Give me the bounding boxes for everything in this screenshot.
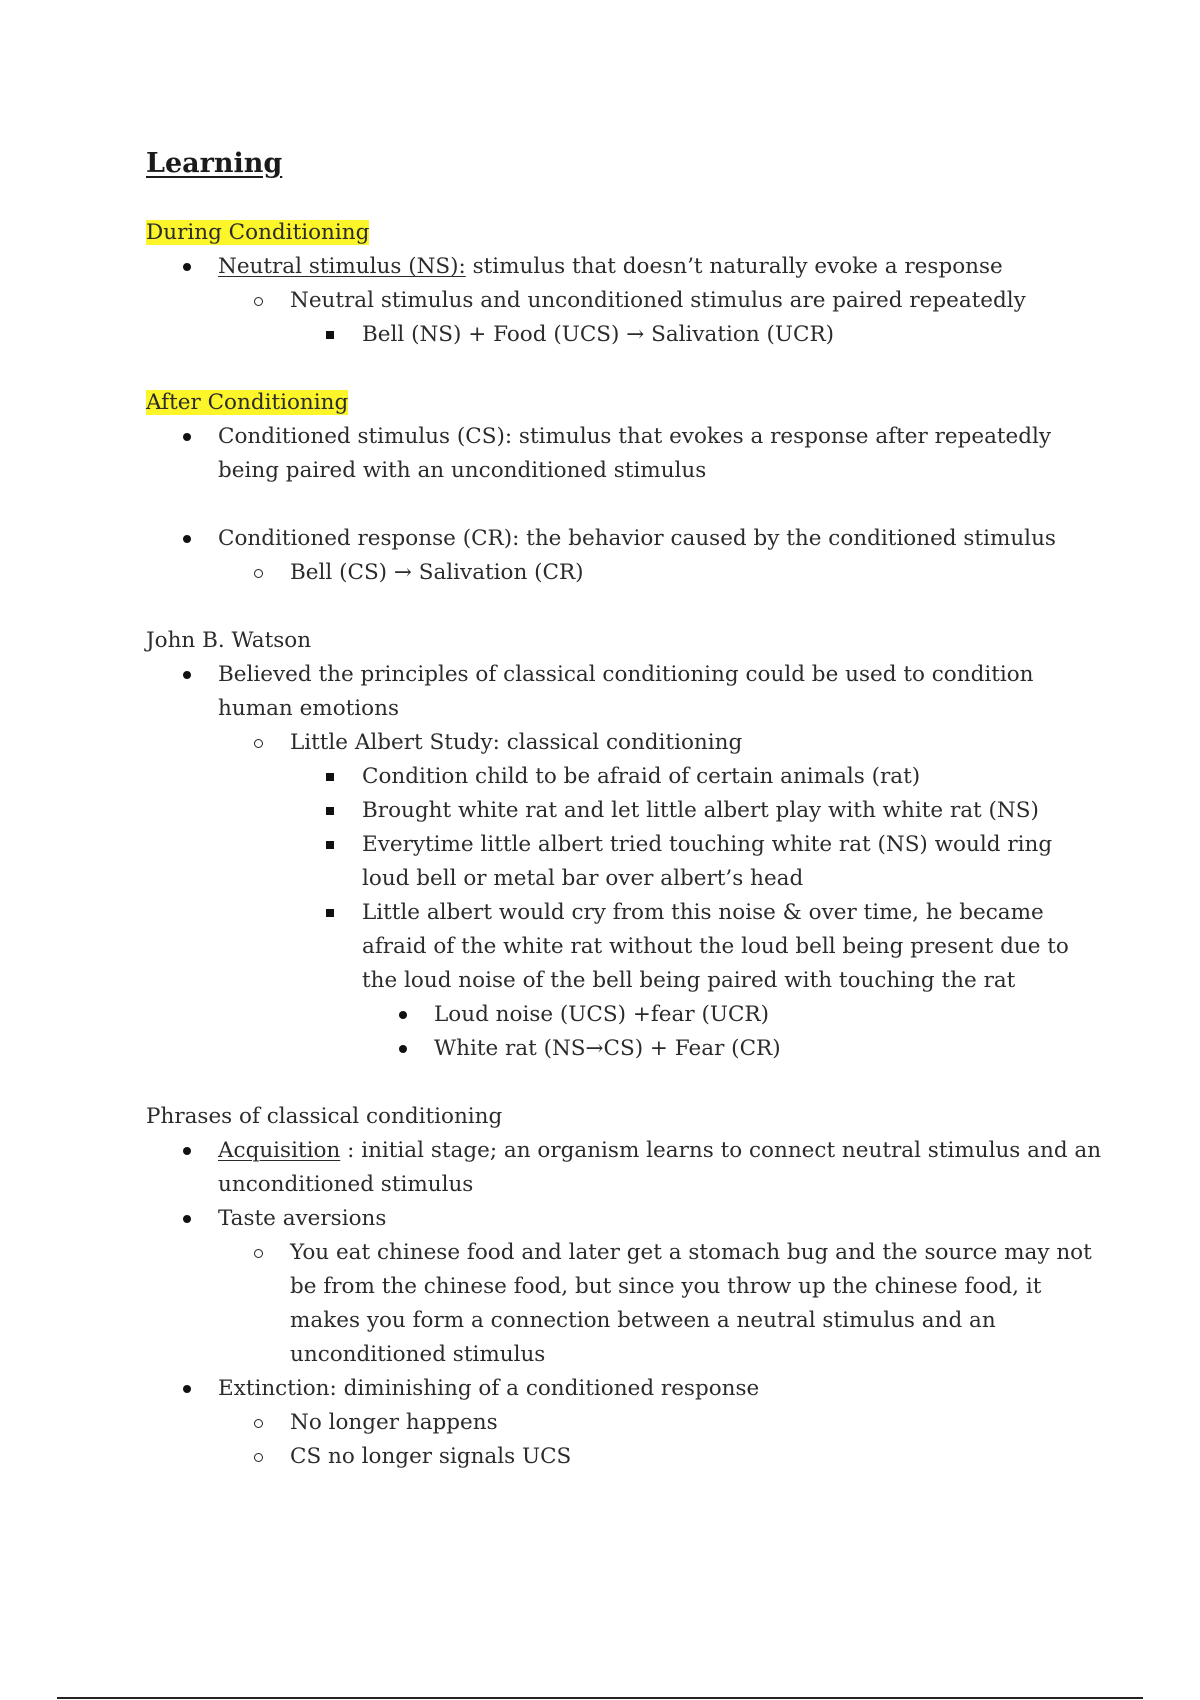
list-item	[290, 318, 1106, 352]
section-heading-during-conditioning	[146, 216, 1106, 250]
list-item	[362, 998, 1106, 1032]
list-item-text: Extinction: diminishing of a conditioned response	[218, 1376, 760, 1401]
list-item	[146, 1202, 1106, 1372]
list-item-text: Brought white rat and let little albert play with white rat (NS)	[362, 798, 1039, 823]
bullet-circle-icon	[254, 1236, 290, 1270]
list-item-text: Taste aversions	[218, 1206, 387, 1231]
list-item-text: Conditioned response (CR): the behavior caused by the conditioned stimulus	[218, 526, 1056, 551]
list-item	[290, 828, 1106, 896]
page-title: Learning	[146, 148, 283, 179]
term-acquisition: Acquisition	[218, 1138, 341, 1163]
list-item	[146, 1372, 1106, 1474]
bullet-square-icon	[326, 794, 362, 828]
bullet-dot-icon	[182, 658, 218, 692]
list-item	[218, 726, 1106, 1066]
bullet-dot-icon	[182, 420, 218, 454]
bullet-square-icon	[326, 896, 362, 930]
list-item-text: Believed the principles of classical conditioning could be used to condition human emotions	[218, 662, 1034, 721]
bullet-dot-icon	[182, 1202, 218, 1236]
list-item	[290, 760, 1106, 794]
section-heading-phrases: Phrases of classical conditioning	[146, 1104, 503, 1129]
definition-text: : initial stage; an organism learns to connect neutral stimulus and an unconditioned stimulus	[218, 1138, 1102, 1197]
list-item-text: Bell (NS) + Food (UCS) → Salivation (UCR)	[362, 322, 835, 347]
list-item	[290, 896, 1106, 1066]
list-item	[218, 1440, 1106, 1474]
sub-list	[218, 284, 1106, 352]
list-item-text: Conditioned stimulus (CS): stimulus that evokes a response after repeatedly being paired with an unconditioned stimulus	[218, 424, 1052, 483]
section-heading-after-conditioning	[146, 386, 1106, 420]
definition-text: stimulus that doesn’t naturally evoke a response	[465, 254, 1003, 279]
list-item-text: Little Albert Study: classical conditioning	[290, 730, 743, 755]
list-item	[146, 522, 1106, 590]
list-item-text: CS no longer signals UCS	[290, 1444, 572, 1469]
sub-list	[218, 1236, 1106, 1372]
list-item-text: Little albert would cry from this noise & over time, he became afraid of the white rat without the loud bell being present due to the loud noise of the bell being paired with touching the rat	[362, 900, 1069, 993]
bullet-dot-icon	[182, 1372, 218, 1406]
watson-list	[146, 658, 1106, 1066]
list-item-text: Everytime little albert tried touching white rat (NS) would ring loud bell or metal bar over albert’s head	[362, 832, 1053, 891]
bullet-dot-icon	[398, 998, 434, 1032]
list-item	[146, 658, 1106, 1066]
page-bottom-rule	[57, 1697, 1143, 1699]
bullet-square-icon	[326, 760, 362, 794]
list-item-text: Loud noise (UCS) +fear (UCR)	[434, 1002, 769, 1027]
list-item-text: Bell (CS) → Salivation (CR)	[290, 560, 584, 585]
list-item	[218, 1236, 1106, 1372]
list-item	[290, 794, 1106, 828]
document-body	[146, 142, 1106, 1474]
list-item	[146, 250, 1106, 352]
term-neutral-stimulus: Neutral stimulus (NS):	[218, 254, 466, 279]
list-item-text: You eat chinese food and later get a stomach bug and the source may not be from the chinese food, but since you throw up the chinese food, it makes you form a connection between a neutral stimulus and an unconditioned stimulus	[290, 1240, 1092, 1367]
list-item	[146, 420, 1106, 488]
list-item	[218, 284, 1106, 352]
bullet-dot-icon	[182, 522, 218, 556]
bullet-circle-icon	[254, 284, 290, 318]
bullet-square-icon	[326, 828, 362, 862]
bullet-dot-icon	[398, 1032, 434, 1066]
sub-list	[290, 760, 1106, 1066]
bullet-dot-icon	[182, 250, 218, 284]
list-item	[218, 556, 1106, 590]
after-list	[146, 420, 1106, 590]
bullet-circle-icon	[254, 726, 290, 760]
during-list	[146, 250, 1106, 352]
highlighted-heading-text: After Conditioning	[146, 390, 349, 415]
list-item	[146, 1134, 1106, 1202]
phrases-list	[146, 1134, 1106, 1474]
bullet-circle-icon	[254, 1440, 290, 1474]
section-heading-watson: John B. Watson	[146, 628, 312, 653]
bullet-dot-icon	[182, 1134, 218, 1168]
bullet-circle-icon	[254, 1406, 290, 1440]
list-item	[218, 1406, 1106, 1440]
list-item-text: White rat (NS→CS) + Fear (CR)	[434, 1036, 781, 1061]
sub-list	[218, 556, 1106, 590]
list-item-text: Condition child to be afraid of certain animals (rat)	[362, 764, 921, 789]
bullet-circle-icon	[254, 556, 290, 590]
list-item-text: No longer happens	[290, 1410, 498, 1435]
bullet-square-icon	[326, 318, 362, 352]
sub-list	[218, 726, 1106, 1066]
highlighted-heading-text: During Conditioning	[146, 220, 370, 245]
sub-list	[362, 998, 1106, 1066]
list-item	[362, 1032, 1106, 1066]
sub-list	[290, 318, 1106, 352]
list-item-text: Neutral stimulus and unconditioned stimulus are paired repeatedly	[290, 288, 1026, 313]
sub-list	[218, 1406, 1106, 1474]
